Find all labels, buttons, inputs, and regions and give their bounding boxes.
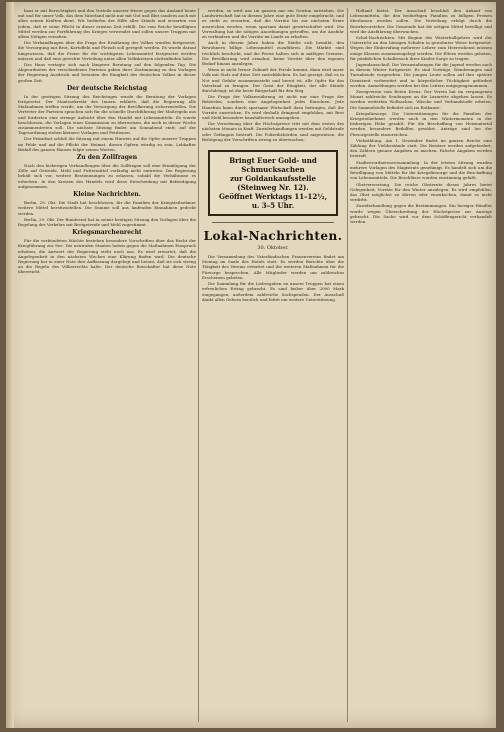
article-paragraph: Die Frage der Volksernährung ist nicht nur eine Frage der Behörden, sondern eine Angelegenheit jedes Einzelnen. Jede Hausfrau kann durch sparsame Wirtschaft dazu beitragen, daß die Vorräte ausreichen. Es wird deshalb dringend empfohlen, mit Brot und Mehl besonders haushälterisch umzugehen. bbox=[202, 94, 344, 121]
article-paragraph: Die Versammlung des Vaterländischen Frauenvereins findet am Montag im Saale des Hotels statt. Es werden Berichte über die Tätigkeit des Vereins erstattet und die weiteren Maßnahmen für die Fürsorge besprochen. Alle Mitglieder werden um zahlreiches Erscheinen gebeten. bbox=[202, 254, 344, 280]
ad-line: zur Goldankaufsstelle (Steinweg Nr. 12). bbox=[230, 174, 316, 193]
article-paragraph: Berlin, 29. Okt. Die Stadt hat beschlossen, für die Familien der Kriegsteilnehmer weitere Mittel bereitzustellen. Die Summe soll aus laufenden Einnahmen gedeckt werden. bbox=[18, 200, 196, 216]
section-heading-kleine-nachrichten: Kleine Nachrichten. bbox=[73, 191, 141, 199]
column-left bbox=[18, 8, 196, 722]
article-paragraph: Berlin, 29. Okt. Der Bundesrat hat in seiner heutigen Sitzung den Vorlagen über die Regelung des Verkehrs mit Brotgetreide und Mehl zugestimmt. bbox=[18, 216, 196, 227]
section-heading-kriegsmarchenrecht: Kriegsmarchenrecht bbox=[72, 229, 142, 237]
page-binding-shadow bbox=[6, 2, 14, 728]
section-heading-reichstag: Der deutsche Reichstag bbox=[66, 84, 148, 92]
section-heading-lokal: Lokal-Nachrichten. bbox=[203, 229, 343, 244]
article-paragraph: Zweigverein vom Roten Kreuz. Der Verein hat im vergangenen Monat zahlreiche Sendungen an die Lazarette abgehen lassen. Es werden weiterhin Wollsachen, Wäsche und Verbandstoffe erbeten. Die Sammelstelle befindet sich im Rathause. bbox=[350, 89, 492, 110]
article-paragraph: Stadtverordnetenversammlung. In der letzten Sitzung wurden mehrere Vorlagen des Magistrats genehmigt. Es handelt sich um die Bewilligung von Mitteln für die Kriegsfürsorge und die Beschaffung von Lebensmitteln. Die Beschlüsse wurden einstimmig gefaßt. bbox=[350, 159, 492, 181]
article-paragraph: Viehzählung. Am 1. Dezember findet im ganzen Reiche eine Zählung der Viehbestände statt. Die Besitzer werden aufgefordert, den Zählern genaue Angaben zu machen. Falsche Angaben werden bestraft. bbox=[350, 137, 492, 159]
divider-line bbox=[212, 222, 334, 223]
article-paragraph: Schul-Nachrichten. Mit Beginn des Winterhalbjahres wird der Unterricht an den hiesigen Schulen in gewohnter Weise fortgesetzt. Wegen der Einberufung mehrerer Lehrer zum Heeresdienst müssen einige Klassen zusammengelegt werden. Die Eltern werden gebeten, für pünktlichen Schulbesuch ihrer Kinder Sorge zu tragen. bbox=[350, 35, 492, 61]
column-divider bbox=[347, 8, 348, 722]
article-paragraph: Wenn in nicht ferner Zukunft der Friede kommt, dann wird unser Volk mit Stolz auf diese Zeit zurückblicken. Es hat gezeigt, daß es in Not und Gefahr zusammensteht und bereit ist, alle Opfer für das Vaterland zu bringen. Der Geist der Einigkeit, der alle Stände durchdringt, ist die beste Bürgschaft für den Sieg. bbox=[202, 67, 344, 94]
column-middle bbox=[202, 8, 344, 722]
ad-line: Geöffnet Werktags 11–12½, u. 3–5 Uhr. bbox=[218, 192, 328, 211]
article-paragraph: In der gestrigen Sitzung des Reichstages wurde die Beratung der Vorlagen fortgesetzt. Der Staatssekretär des Innern erklärte, daß die Regierung alle Maßnahmen treffen werde, um die Versorgung der Bevölkerung sicherzustellen. Die Vertreter der Parteien sprachen sich für die schnelle Durchführung der Maßregeln aus und forderten eine strenge Aufsicht über den Handel mit Lebensmitteln. Es wurde beschlossen, die Vorlagen einer Kommission zu überweisen, die noch in dieser Woche zusammentreten soll. Die nächste Sitzung findet am Sonnabend statt; auf der Tagesordnung stehen kleinere Vorlagen und Petitionen. bbox=[18, 93, 196, 136]
article-paragraph: Der Präsident schloß die Sitzung mit einem Hinweis auf die Opfer unserer Truppen im Felde und auf die Pflicht der Heimat, diesen Opfern würdig zu sein. Lebhafter Beifall des ganzen Hauses folgte seinen Worten. bbox=[18, 136, 196, 152]
article-paragraph: werden, so wird uns im ganzen nur ein Gewinn entstehen. Die Landwirtschaft hat in diesem Jahre eine gute Ernte eingebracht, und es steht zu erwarten, daß die Vorräte bis zur nächsten Ernte ausreichen werden, wenn sparsam damit gewirtschaftet wird. Die Verwaltung hat die nötigen Anordnungen getroffen, um die Ausfuhr zu verhindern und die Vorräte im Lande zu erhalten. bbox=[202, 8, 344, 40]
ad-line: Bringt Euer Gold- und Schmucksachen bbox=[229, 156, 317, 175]
article-paragraph: Jugendausschuß. Die Veranstaltungen für die Jugend werden auch in diesem Winter fortgesetzt. Es sind Vorträge, Wanderungen und Turnabende vorgesehen. Die jungen Leute sollen auf ihre spätere Dienstzeit vorbereitet und in körperlicher Tüchtigkeit gefördert werden. Anmeldungen werden bei den Leitern entgegengenommen. bbox=[350, 62, 492, 88]
advertisement-box bbox=[208, 150, 338, 216]
article-paragraph: Obstverwertung. Die reiche Obsternte dieses Jahres bietet Gelegenheit, Vorräte für den Winter anzulegen. Es wird empfohlen, das Obst möglichst zu dörren oder einzukochen, damit es nicht verdirbt. bbox=[350, 181, 492, 203]
article-paragraph: Das Haus vertagte sich nach längerer Beratung auf den folgenden Tag. Die Abgeordneten der verschiedenen Parteien gaben ihrer Zustimmung zu den Vorlagen der Regierung Ausdruck und betonten die Einigkeit des deutschen Volkes in dieser großen Zeit. bbox=[18, 62, 196, 83]
article-paragraph: Die Sammlung für die Liebesgaben an unsere Truppen hat einen erfreulichen Ertrag gebracht. Es sind bisher über 2000 Mark eingegangen, außerdem zahlreiche Sachspenden. Der Ausschuß dankt allen Gebern herzlich und bittet um weitere Unterstützung. bbox=[202, 281, 344, 302]
article-paragraph: Zuwiderhandlung gegen die Bestimmungen. Ein hiesiger Händler wurde wegen Überschreitung der Höchstpreise zur Anzeige gebracht. Die Sache wird vor dem Schöffengericht verhandelt werden. bbox=[350, 203, 492, 224]
article-paragraph: Die Verordnung über die Höchstpreise tritt mit dem ersten des nächsten Monats in Kraft. Zuwiderhandlungen werden mit Geldstrafe oder Gefängnis bestraft. Die Polizeibehörden sind angewiesen, die Befolgung der Vorschriften streng zu überwachen. bbox=[202, 121, 344, 142]
section-heading-zollfragen: Zu den Zollfragen bbox=[76, 154, 138, 162]
newspaper-page bbox=[6, 2, 496, 728]
article-paragraph: Kriegsfürsorge. Die Unterstützungen für die Familien der Kriegsteilnehmer werden auch in den Wintermonaten in der bisherigen Höhe gezahlt. Für die Beschaffung von Heizmaterial werden besondere Beihilfen gewährt. Anträge sind bei der Fürsorgestelle einzureichen. bbox=[350, 110, 492, 137]
dateline: 30. Oktober. bbox=[257, 245, 289, 252]
column-divider bbox=[198, 8, 199, 722]
article-paragraph: Für die verbündeten Mächte bestehen besondere Vorschriften über das Recht der Kriegführung zur See. Die neutralen Staaten haben gegen die Maßnahmen Einspruch erhoben; die Antwort der Regierung steht noch aus. Es wird erwartet, daß die Angelegenheit in den nächsten Wochen eine Klärung finden wird. Die deutsche Regierung hat in einer Note ihre Auffassung dargelegt und betont, daß sie sich streng an die Regeln des Völkerrechts halte. Der deutsche Botschafter hat diese Note überreicht. bbox=[18, 238, 196, 275]
article-paragraph: Nach den bisherigen Verhandlungen über die Zollfragen soll eine Ermäßigung der Zölle auf Getreide, Mehl und Futtermittel vorläufig nicht eintreten. Die Regierung behält sich vor, weitere Bestimmungen zu erlassen, sobald die Verhältnisse es erfordern. In den Kreisen des Handels wird diese Entscheidung mit Befriedigung aufgenommen. bbox=[18, 163, 196, 189]
column-right bbox=[350, 8, 492, 722]
article-paragraph: Holland bietet. Der Ausschuß beschloß den Ankauf von Lebensmitteln, die den bedürftigen Familien zu billigen Preisen überlassen werden sollen. Die Verteilung erfolgt durch die Bezirksvorsteher. Die Gemeinde hat die nötigen Mittel bewilligt und wird die Ausführung überwachen. bbox=[350, 8, 492, 34]
article-paragraph: baut er mit Berechtigkeit und den Vorteile unserer Heere gegen das Ausland heute mit und für unser Volk, das dem Vaterland nicht nur mit Gut und Blut sondern auch mit allen seinen Kräften dient. Wir bedürfen der Hilfe aller Stände und erwarten von jedem, daß er seine Pflicht in dieser ernsten Zeit erfüllt. Die vom Reiche bewilligten Mittel werden zur Fortführung des Krieges verwendet und sollen unsere Truppen mit allem Nötigen versehen. bbox=[18, 8, 196, 40]
article-paragraph: Auch in diesem Jahre haben die Städte sich bemüht, den Bewohnern billige Lebensmittel zuzuführen. Die Märkte sind reichlich beschickt, und die Preise halten sich in mäßigen Grenzen. Die Bevölkerung wird ermahnt, keine Vorräte über den eigenen Bedarf hinaus anzulegen. bbox=[202, 40, 344, 67]
article-paragraph: Die Verhandlungen über die Frage der Ernährung des Volkes wurden fortgesetzt; die Versorgung mit Brot, Kartoffeln und Fleisch soll geregelt werden. Es wurde darauf hingewiesen, daß die Preise für die wichtigsten Lebensmittel festgesetzt werden müssen und daß eine gerechte Verteilung unter allen Volkskreisen stattzufinden habe. bbox=[18, 40, 196, 61]
